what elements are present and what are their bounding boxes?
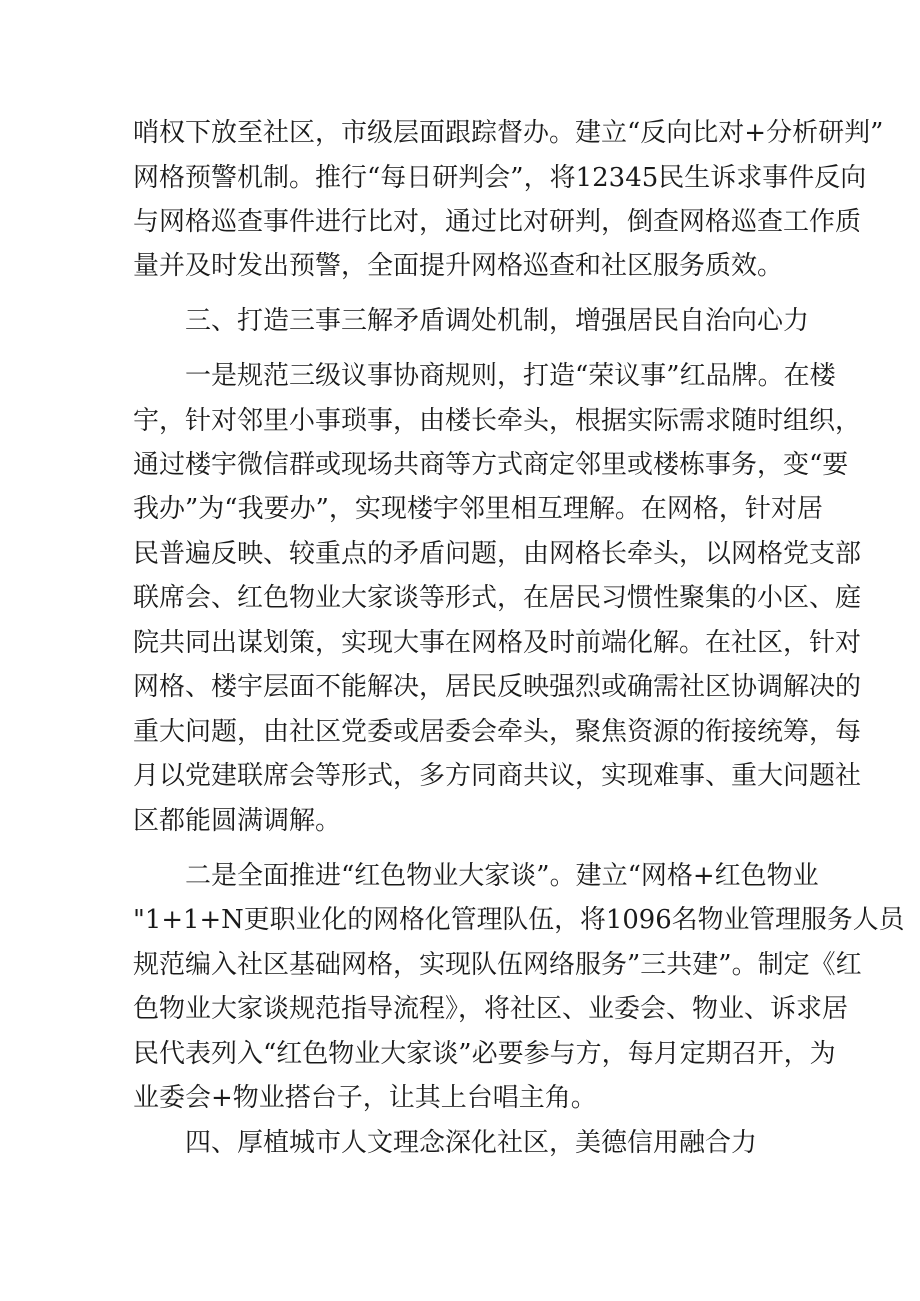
body-text-line: 通过楼宇微信群或现场共商等方式商定邻里或楼栋事务，变“要 (133, 450, 849, 480)
body-text-line: 网格、楼宇层面不能解决，居民反映强烈或确需社区协调解决的 (133, 672, 862, 702)
body-text-line: 色物业大家谈规范指导流程》，将社区、业委会、物业、诉求居 (133, 994, 849, 1024)
body-text-line: 宇，针对邻里小事琐事，由楼长牵头，根据实际需求随时组织， (133, 406, 862, 436)
section-heading: 四、厚植城市人文理念深化社区，美德信用融合力 (185, 1128, 758, 1158)
body-text-line: "1+1+N更职业化的网格化管理队伍，将1096名物业管理服务人员 (133, 905, 905, 935)
body-text-line: 民代表列入“红色物业大家谈”必要参与方，每月定期召开，为 (133, 1039, 836, 1069)
body-text-line: 联席会、红色物业大家谈等形式，在居民习惯性聚集的小区、庭 (133, 583, 862, 613)
body-text-line: 哨权下放至社区，市级层面跟踪督办。建立“反向比对+分析研判” (133, 118, 884, 148)
body-text-line: 网格预警机制。推行“每日研判会”，将12345民生诉求事件反向 (133, 163, 867, 193)
body-text-line: 我办”为“我要办”，实现楼宇邻里相互理解。在网格，针对居 (133, 494, 823, 524)
body-text-line: 二是全面推进“红色物业大家谈”。建立“网格+红色物业 (185, 861, 819, 891)
body-text-line: 民普遍反映、较重点的矛盾问题，由网格长牵头，以网格党支部 (133, 539, 862, 569)
section-heading: 三、打造三事三解矛盾调处机制，增强居民自治向心力 (185, 306, 810, 336)
body-text-line: 与网格巡查事件进行比对，通过比对研判，倒查网格巡查工作质 (133, 207, 862, 237)
body-text-line: 业委会+物业搭台子，让其上台唱主角。 (133, 1083, 597, 1113)
body-text-line: 月以党建联席会等形式，多方同商共议，实现难事、重大问题社 (133, 761, 862, 791)
body-text-line: 院共同出谋划策，实现大事在网格及时前端化解。在社区，针对 (133, 628, 862, 658)
body-text-line: 一是规范三级议事协商规则，打造“荣议事”红品牌。在楼 (185, 361, 836, 391)
body-text-line: 规范编入社区基础网格，实现队伍网络服务”三共建”。制定《红 (133, 950, 862, 980)
body-text-line: 量并及时发出预警，全面提升网格巡查和社区服务质效。 (133, 251, 784, 281)
body-text-line: 重大问题，由社区党委或居委会牵头，聚焦资源的衔接统筹，每 (133, 717, 862, 747)
body-text-line: 区都能圆满调解。 (133, 806, 342, 836)
